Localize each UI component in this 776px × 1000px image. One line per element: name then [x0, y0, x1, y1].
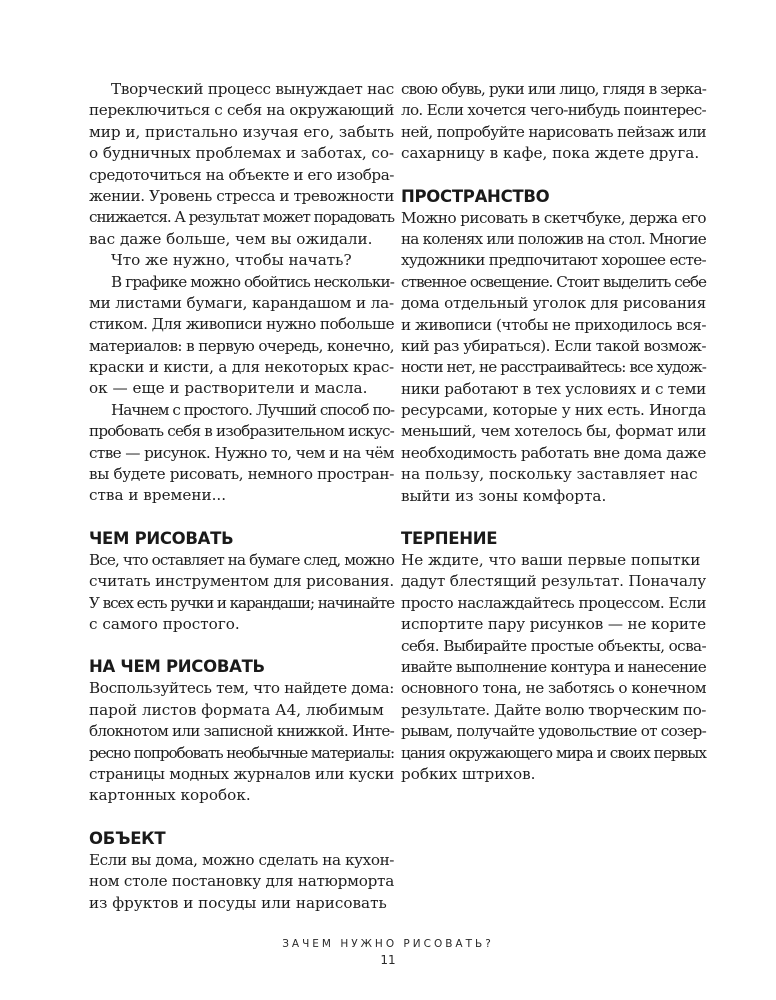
question-paragraph: [89, 250, 394, 271]
text-line: дома отдельный уголок для рисования: [401, 294, 707, 313]
page-number: 11: [380, 953, 396, 967]
text-line: блокнотом или записной книжкой. Инте-: [89, 722, 394, 741]
text-line: меньший, чем хотелось бы, формат или: [401, 422, 706, 441]
text-line: Не ждите, что ваши первые попытки: [401, 551, 701, 570]
text-line: Все, что оставляет на бумаге след, можно: [89, 550, 394, 569]
text-line: материалов: в первую очередь, конечно,: [89, 336, 395, 355]
text-line: ивайте выполнение контура и нанесение: [401, 657, 707, 676]
text-line: результате. Дайте волю творческим по-: [401, 700, 706, 719]
text-line: вы будете рисовать, немного простран-: [89, 465, 394, 484]
section-heading-patience: ТЕРПЕНИЕ: [401, 529, 498, 549]
text-line: ном столе постановку для натюрморта: [89, 872, 395, 891]
text-line: пробовать себя в изобразительном искус-: [89, 422, 394, 441]
text-line: страницы модных журналов или куски: [89, 764, 394, 783]
text-line: считать инструментом для рисования.: [89, 572, 394, 591]
text-line: и живописи (чтобы не приходилось вся-: [401, 315, 706, 334]
text-line: выйти из зоны комфорта.: [401, 486, 607, 505]
patience-paragraph: [401, 550, 706, 785]
text-line: ло. Если хочется чего-нибудь поинтерес-: [401, 101, 706, 120]
text-line: Можно рисовать в скетчбуке, держа его: [401, 208, 706, 227]
text-line: с самого простого.: [89, 614, 240, 633]
right-column: [401, 79, 706, 785]
text-line: цания окружающего мира и своих первых: [401, 743, 706, 762]
materials-paragraph: [89, 272, 394, 400]
text-line: свою обувь, руки или лицо, глядя в зерка-: [401, 80, 706, 98]
text-line: рывам, получайте удовольствие от созер-: [401, 722, 706, 741]
text-line: из фруктов и посуды или нарисовать: [89, 893, 387, 912]
text-line: ства и времени...: [89, 486, 227, 505]
section-heading-space: ПРОСТРАНСТВО: [401, 186, 550, 206]
text-line: Если вы дома, можно сделать на кухон-: [89, 850, 395, 869]
text-line: ности нет, не расстраивайтесь: все худож-: [401, 358, 706, 377]
text-line: ней, попробуйте нарисовать пейзаж или: [401, 122, 706, 141]
text-line: дадут блестящий результат. Поначалу: [401, 572, 706, 591]
left-column: [89, 79, 394, 914]
running-title: ЗАЧЕМ НУЖНО РИСОВАТЬ?: [282, 938, 494, 950]
text-line: ственное освещение. Стоит выделить себе: [401, 272, 707, 291]
text-line: вас даже больше, чем вы ожидали.: [89, 229, 373, 248]
text-line: снижается. А результат может порадовать: [89, 208, 395, 227]
section-heading-object: ОБЪЕКТ: [89, 828, 166, 848]
text-line: краски и кисти, а для некоторых крас-: [89, 358, 394, 377]
text-line: ресно попробовать необычные материалы:: [89, 743, 394, 762]
text-line: основного тона, не заботясь о конечном: [401, 679, 707, 698]
surface-paragraph: [89, 678, 394, 806]
text-line: средоточиться на объекте и его изобра-: [89, 165, 394, 184]
text-line: робких штрихов.: [401, 764, 536, 783]
text-line: стве — рисунок. Нужно то, чем и на чём: [89, 443, 394, 462]
text-line: мир и, пристально изучая его, забыть: [89, 122, 394, 141]
text-line: о будничных проблемах и заботах, со-: [89, 144, 394, 163]
text-line: Что же нужно, чтобы начать?: [111, 251, 352, 270]
text-line: сахарницу в кафе, пока ждете друга.: [401, 144, 700, 163]
continuation-paragraph: [401, 79, 706, 165]
text-line: художники предпочитают хорошее есте-: [401, 251, 706, 270]
object-paragraph: [89, 850, 394, 914]
text-line: на пользу, поскольку заставляет нас: [401, 465, 698, 484]
text-line: переключиться с себя на окружающий: [89, 101, 395, 120]
space-paragraph: [401, 208, 706, 507]
text-line: Творческий процесс вынуждает нас: [111, 80, 395, 98]
section-heading-tools: ЧЕМ РИСОВАТЬ: [89, 528, 234, 548]
text-line: В графике можно обойтись нескольки-: [111, 272, 394, 291]
text-line: ники работают в тех условиях и с теми: [401, 379, 706, 398]
text-line: себя. Выбирайте простые объекты, осва-: [401, 636, 706, 655]
start-simple-paragraph: [89, 400, 394, 507]
text-line: испортите пару рисунков — не корите: [401, 615, 706, 634]
text-line: парой листов формата А4, любимым: [89, 700, 384, 719]
text-line: Воспользуйтесь тем, что найдете дома:: [89, 679, 394, 698]
text-line: ресурсами, которые у них есть. Иногда: [401, 401, 706, 420]
text-line: на коленях или положив на стол. Многие: [401, 229, 706, 248]
text-line: просто наслаждайтесь процессом. Если: [401, 593, 706, 612]
text-line: жении. Уровень стресса и тревожности: [89, 186, 394, 205]
text-line: необходимость работать вне дома даже: [401, 443, 706, 462]
text-line: ми листами бумаги, карандашом и ла-: [89, 293, 394, 312]
text-line: У всех есть ручки и карандаши; начинайте: [89, 593, 394, 612]
section-heading-surface: НА ЧЕМ РИСОВАТЬ: [89, 657, 265, 677]
text-line: ок — еще и растворители и масла.: [89, 379, 368, 398]
intro-paragraph: [89, 79, 394, 250]
text-line: Начнем с простого. Лучший способ по-: [111, 400, 395, 419]
text-line: кий раз убираться). Если такой возмож-: [401, 336, 706, 355]
text-line: стиком. Для живописи нужно побольше: [89, 315, 394, 334]
tools-paragraph: [89, 550, 394, 636]
text-line: картонных коробок.: [89, 786, 251, 805]
